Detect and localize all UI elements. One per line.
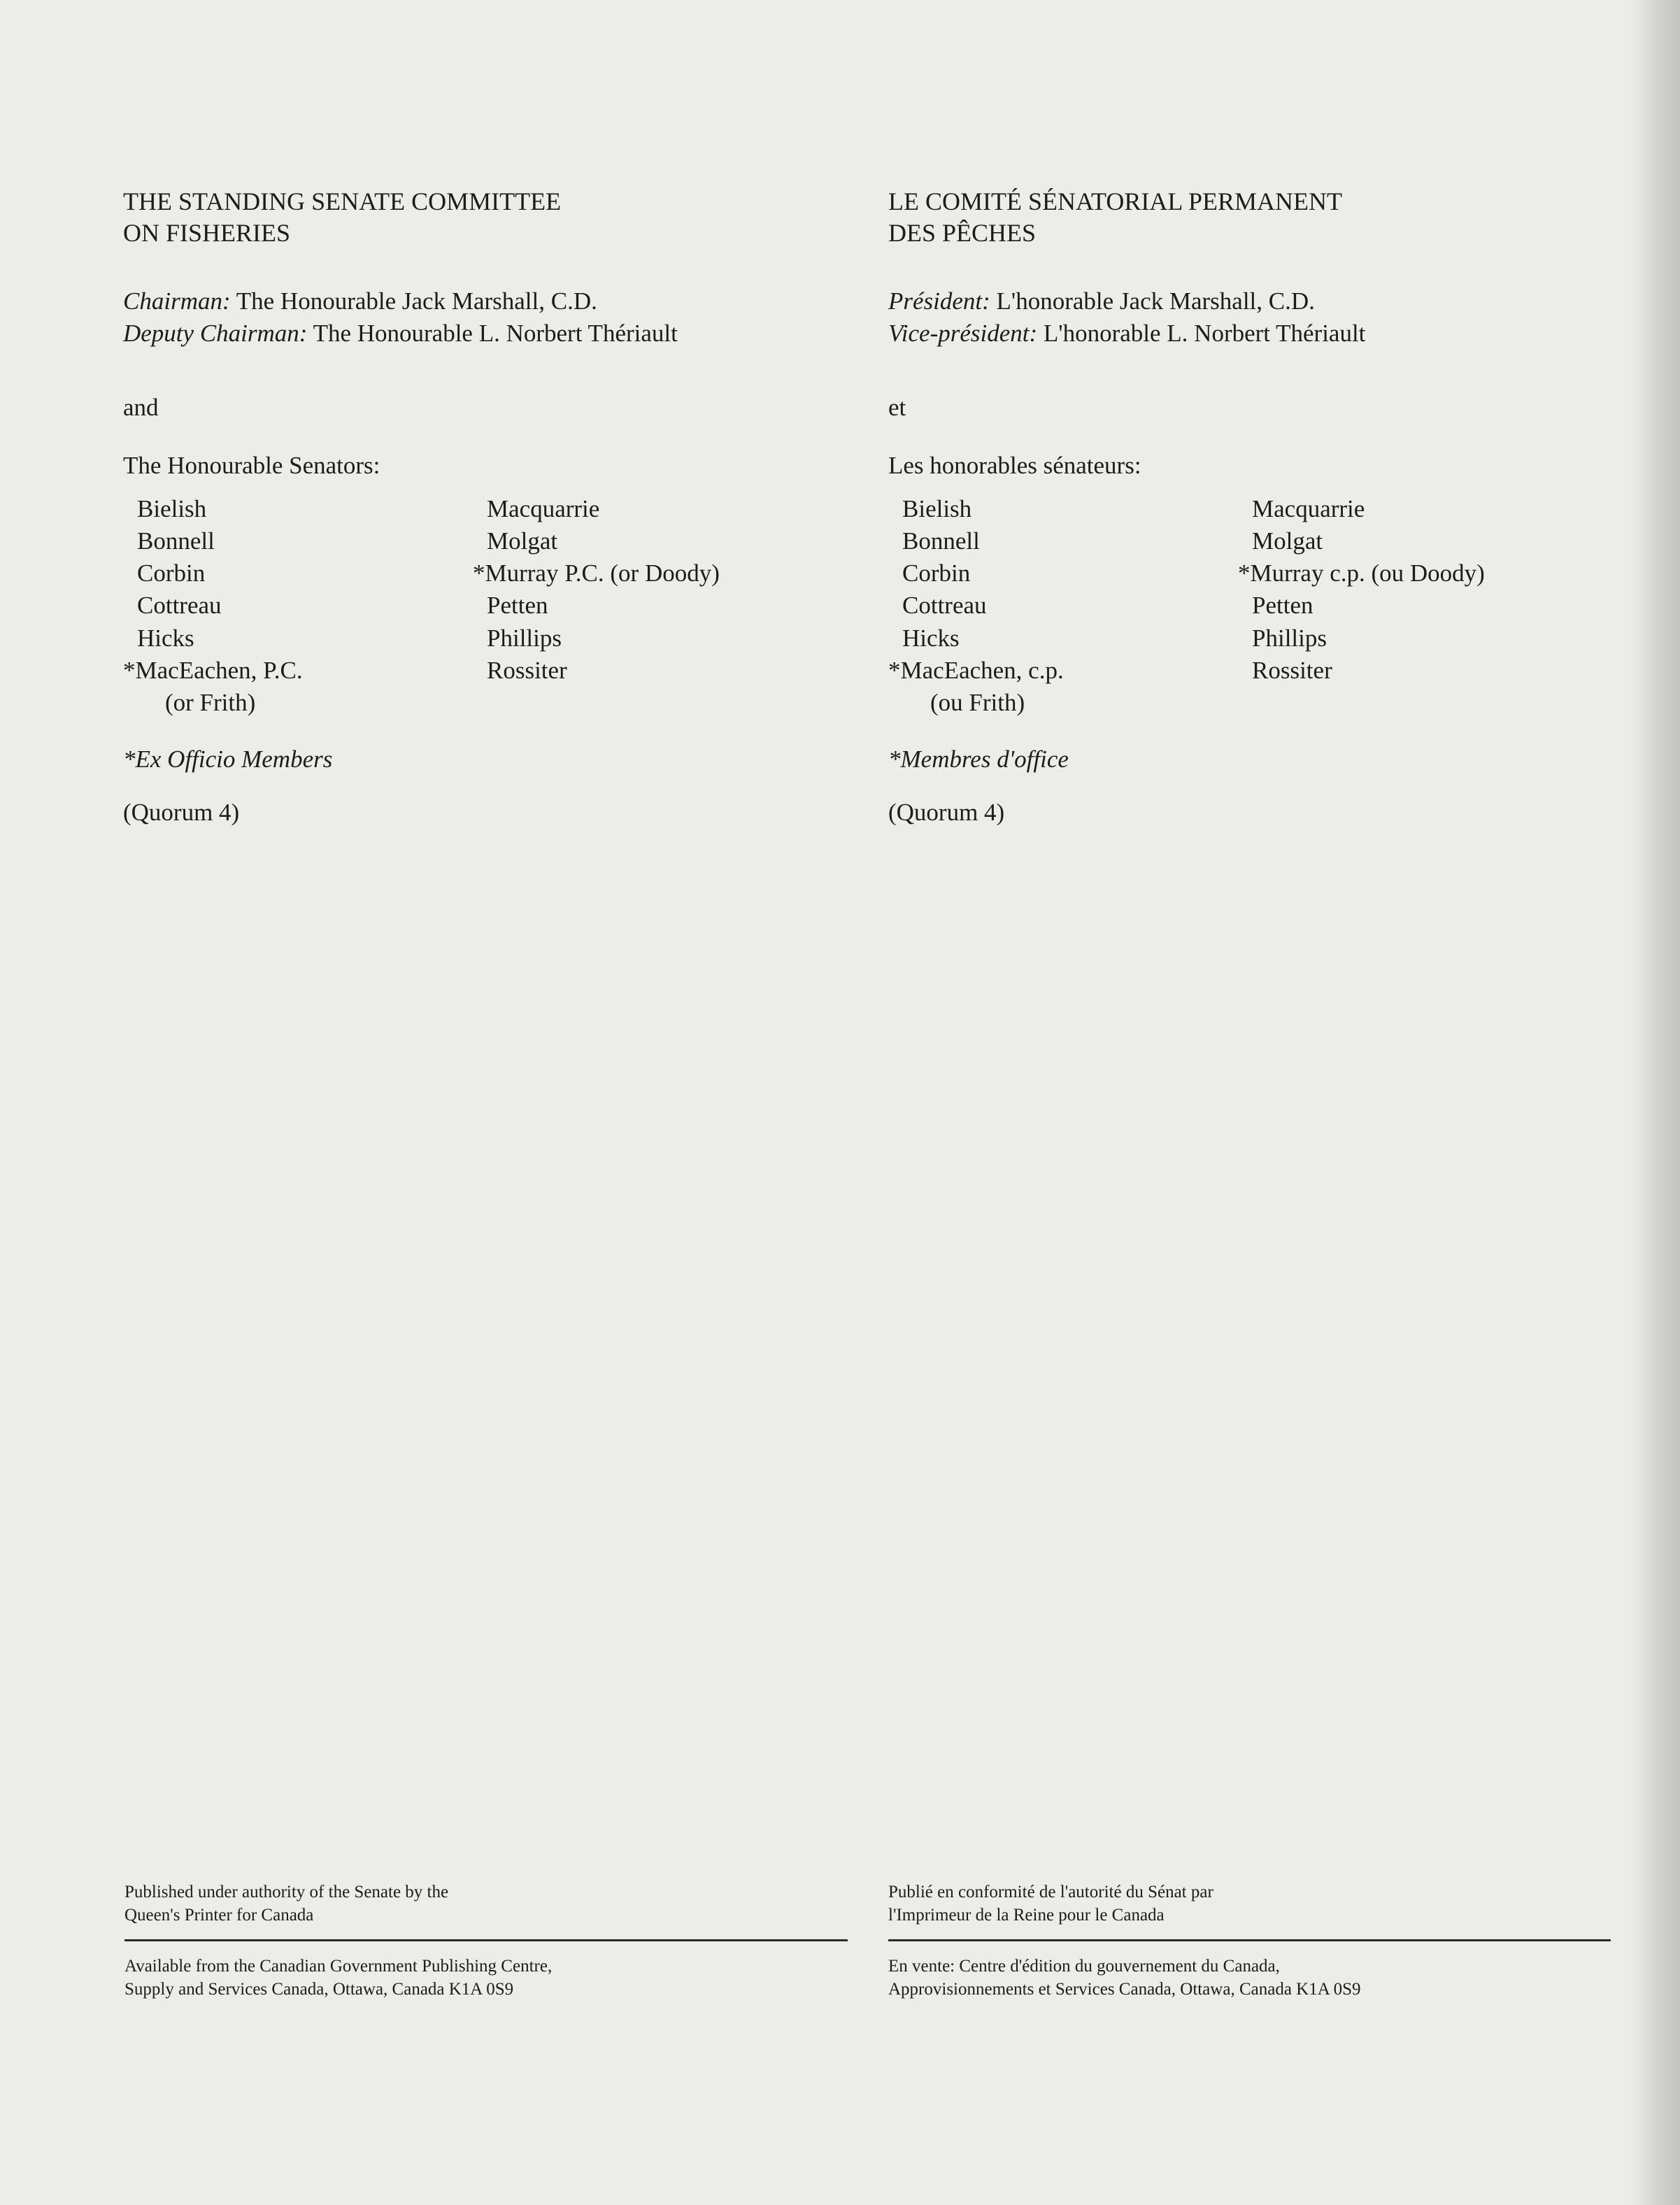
conjunction: et (888, 394, 906, 422)
member-alternate: (or Frith) (165, 688, 256, 716)
availability-line: Available from the Canadian Government Publishing Centre, (124, 1957, 553, 1976)
members-column-1 (888, 493, 1064, 719)
chairman-line (123, 285, 843, 317)
officers-french (888, 285, 1630, 350)
heading-line: DES PÊCHES (888, 219, 1037, 247)
member-name-ex-officio: *Murray c.p. (ou Doody) (1238, 559, 1485, 587)
member-name: Phillips (487, 624, 562, 652)
published-notice (124, 1881, 848, 1941)
published-line: Publié en conformité de l'autorité du Sénat par (888, 1883, 1213, 1901)
publication-footer-english (124, 1881, 848, 2001)
availability-line: Approvisionnements et Services Canada, Ottawa, Canada K1A 0S9 (888, 1979, 1361, 1999)
ex-officio-note: *Ex Officio Members (123, 745, 333, 773)
member-name: Bielish (137, 494, 207, 522)
deputy-chairman-role: Deputy Chairman: (123, 320, 308, 348)
members-list-english (123, 493, 843, 717)
published-line: Published under authority of the Senate by the (124, 1883, 449, 1901)
member-name-ex-officio: *Murray P.C. (or Doody) (473, 559, 720, 587)
availability-line: En vente: Centre d'édition du gouvernement du Canada, (888, 1957, 1280, 1976)
president-name: L'honorable Jack Marshall, C.D. (996, 287, 1315, 315)
published-line: Queen's Printer for Canada (124, 1905, 314, 1925)
member-name-ex-officio: *MacEachen, P.C. (123, 656, 303, 684)
members-column-1 (123, 493, 303, 719)
availability-line: Supply and Services Canada, Ottawa, Canada K1A 0S9 (124, 1979, 514, 1999)
member-alternate: (ou Frith) (930, 688, 1025, 716)
member-name: Phillips (1252, 624, 1327, 652)
member-name: Hicks (137, 624, 194, 652)
heading-line: THE STANDING SENATE COMMITTEE (123, 187, 562, 215)
availability-notice (124, 1941, 848, 2001)
french-column (888, 186, 1630, 829)
member-name: Petten (487, 592, 548, 620)
deputy-chairman-name: The Honourable L. Norbert Thériault (313, 320, 678, 348)
chairman-name: The Honourable Jack Marshall, C.D. (236, 287, 597, 315)
senators-intro: Les honorables sénateurs: (888, 451, 1141, 479)
member-name: Macquarrie (487, 494, 600, 522)
member-name: Rossiter (1252, 656, 1332, 684)
members-column-2 (1238, 493, 1485, 687)
vice-president-name: L'honorable L. Norbert Thériault (1043, 320, 1366, 348)
member-name: Bonnell (137, 527, 215, 555)
member-name: Macquarrie (1252, 494, 1365, 522)
heading-line: ON FISHERIES (123, 219, 291, 247)
member-name: Cottreau (137, 592, 222, 620)
heading-line: LE COMITÉ SÉNATORIAL PERMANENT (888, 187, 1342, 215)
member-name: Molgat (1252, 527, 1323, 555)
availability-notice (888, 1941, 1611, 2001)
member-name: Rossiter (487, 656, 567, 684)
officers-english (123, 285, 843, 350)
committee-heading-english (123, 186, 843, 249)
conjunction: and (123, 394, 159, 422)
quorum-note: (Quorum 4) (888, 798, 1005, 826)
member-name: Bielish (902, 494, 972, 522)
vice-president-line (888, 317, 1630, 350)
committee-heading-french (888, 186, 1630, 249)
vice-president-role: Vice-président: (888, 320, 1038, 348)
ex-officio-note: *Membres d'office (888, 745, 1069, 773)
members-list-french (888, 493, 1630, 717)
member-name: Petten (1252, 592, 1314, 620)
english-column (123, 186, 843, 829)
member-name: Bonnell (902, 527, 980, 555)
chairman-role: Chairman: (123, 287, 231, 315)
senators-intro: The Honourable Senators: (123, 451, 380, 479)
page-edge-shadow (1631, 0, 1680, 2205)
president-line (888, 285, 1630, 317)
member-name: Corbin (137, 559, 206, 587)
president-role: Président: (888, 287, 990, 315)
member-name: Cottreau (902, 592, 987, 620)
published-line: l'Imprimeur de la Reine pour le Canada (888, 1905, 1165, 1925)
published-notice (888, 1881, 1611, 1941)
members-column-2 (473, 493, 720, 687)
quorum-note: (Quorum 4) (123, 798, 240, 826)
member-name: Corbin (902, 559, 971, 587)
publication-footer-french (888, 1881, 1611, 2001)
member-name-ex-officio: *MacEachen, c.p. (888, 656, 1064, 684)
deputy-chairman-line (123, 317, 843, 350)
member-name: Hicks (902, 624, 960, 652)
member-name: Molgat (487, 527, 558, 555)
